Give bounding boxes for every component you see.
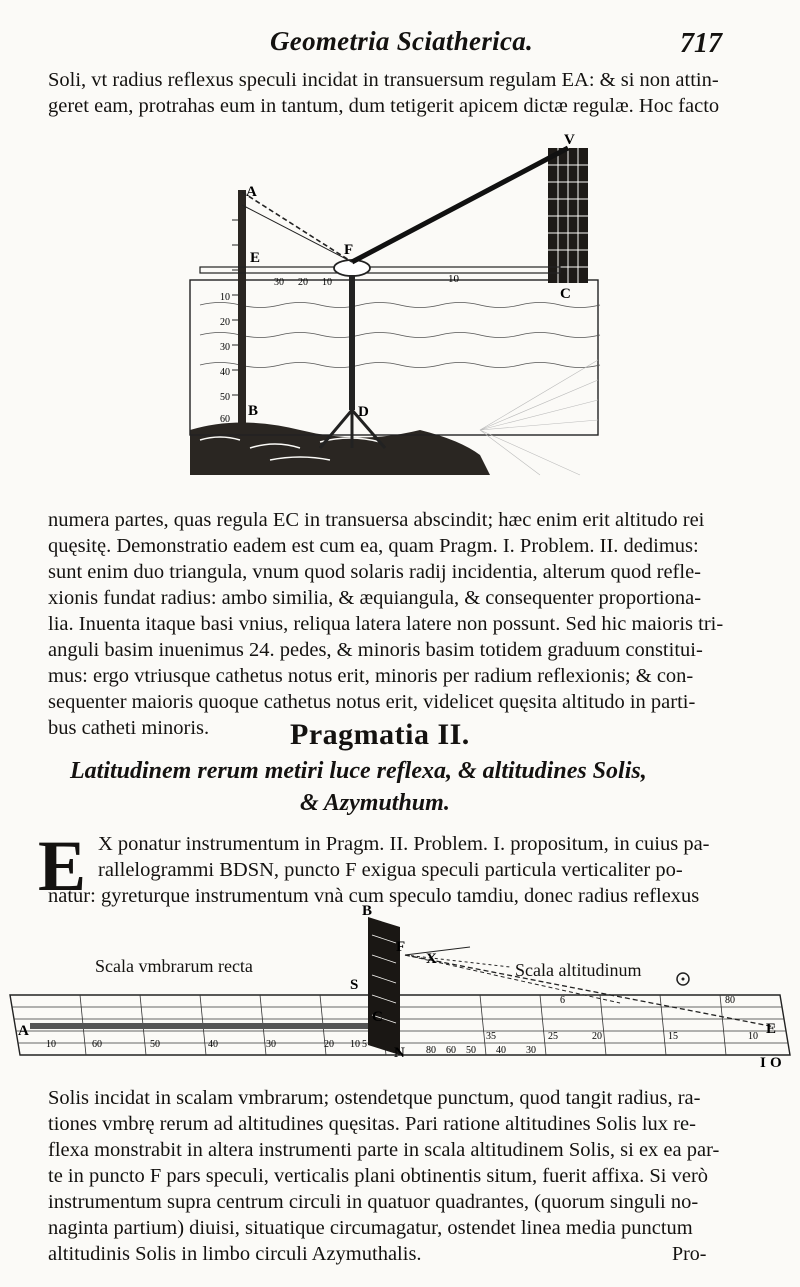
closing-line-2: tiones vmbrę rerum ad altitudines quęsitas. Pari ratione altitudines Solis lux re- <box>48 1113 696 1135</box>
perspective-lines <box>480 360 598 475</box>
staff-number-30: 30 <box>220 342 230 353</box>
para2-line-3: natur: gyreturque instrumentum vnà cum speculo tamdiu, donec radius reflexus <box>48 885 700 907</box>
figure-scale-instrument <box>0 905 800 1075</box>
staff-number-10: 10 <box>220 292 230 303</box>
label-D: D <box>358 404 369 420</box>
right-scale-60: 60 <box>446 1045 456 1056</box>
mirror <box>334 260 370 276</box>
section-heading: Pragmatia II. <box>290 718 470 751</box>
label-X: X <box>426 951 437 967</box>
body-line-9: bus catheti minoris. <box>48 717 210 739</box>
para2-line-1: X ponatur instrumentum in Pragm. II. Problem. I. propositum, in cuius pa- <box>98 833 710 855</box>
staff-number-60: 60 <box>220 414 230 425</box>
left-scale-30: 30 <box>266 1039 276 1050</box>
label-O: O <box>770 1055 782 1071</box>
ground-mound <box>190 423 490 476</box>
water-waves <box>200 303 600 368</box>
sun-center-dot <box>682 978 685 981</box>
label-A: A <box>246 184 257 200</box>
ray-X <box>405 955 510 967</box>
para2-line-2: rallelogrammi BDSN, puncto F exigua speculi particula verticaliter po- <box>98 859 683 881</box>
staff-ticks <box>232 220 238 395</box>
left-scale-50: 50 <box>150 1039 160 1050</box>
label-F: F <box>344 242 354 258</box>
page-header <box>270 22 770 62</box>
staff-number-20: 20 <box>220 317 230 328</box>
mirror-post <box>349 275 355 410</box>
figure-mirror-measurement <box>180 130 610 485</box>
scale-label-left: Scala vmbrarum recta <box>95 956 253 976</box>
vertical-staff <box>238 190 246 430</box>
right-scale-20: 20 <box>592 1031 602 1042</box>
right-scale-top-80: 80 <box>725 995 735 1006</box>
left-shading-strip <box>30 1023 370 1029</box>
right-scale-80: 80 <box>426 1045 436 1056</box>
scale-label-right: Scala altitudinum <box>515 960 642 980</box>
rule-number-20: 20 <box>298 277 308 288</box>
ray-to-E <box>405 955 775 1027</box>
right-scale-15: 15 <box>668 1031 678 1042</box>
running-head: Geometria Sciatherica. <box>270 26 534 56</box>
right-scale-35: 35 <box>486 1031 496 1042</box>
left-scale-60: 60 <box>92 1039 102 1050</box>
label-E2: E <box>766 1021 777 1037</box>
body-line-4: xionis fundat radius: ambo similia, & æquiangula, & consequenter proportiona- <box>48 587 702 609</box>
right-scale-50: 50 <box>466 1045 476 1056</box>
body-line-8: sequenter maioris quoque cathetus notus erit, videlicet quęsita altitudo in parti- <box>48 691 696 713</box>
closing-line-5: instrumentum supra centrum circuli in quatuor quadrantes, (quorum singuli no- <box>48 1191 699 1213</box>
section-subheading-1: Latitudinem rerum metiri luce reflexa, & altitudines Solis, <box>70 758 647 784</box>
right-scale-top-6: 6 <box>560 995 565 1006</box>
closing-line-4: te in puncto F pars speculi, verticalis plani obtinentis situm, fuerit affixa. Si verò <box>48 1165 709 1187</box>
intro-line-1: Soli, vt radius reflexus speculi incidat in transuersum regulam EA: & si non attin- <box>48 69 719 91</box>
body-line-6: anguli basim inuenimus 24. pedes, & minoris basim totidem graduum constitui- <box>48 639 703 661</box>
left-scale-5: 5 <box>362 1039 367 1050</box>
closing-line-1: Solis incidat in scalam vmbrarum; ostendetque punctum, quod tangit radius, ra- <box>48 1087 701 1109</box>
catchword: Pro- <box>672 1243 707 1265</box>
intro-line-2: geret eam, protrahas eum in tantum, dum tetigerit apicem dictæ regulæ. Hoc facto <box>48 95 720 117</box>
left-scale-20: 20 <box>324 1039 334 1050</box>
rule-number-30: 30 <box>274 277 284 288</box>
label-S: S <box>350 977 359 993</box>
left-scale-10b: 10 <box>350 1039 360 1050</box>
right-scale-10: 10 <box>748 1031 758 1042</box>
right-scale-40: 40 <box>496 1045 506 1056</box>
closing-line-3: flexa monstrabit in altera instrumenti parte in scala altitudinem Solis, si ex ea par- <box>48 1139 720 1161</box>
right-scale-25: 25 <box>548 1031 558 1042</box>
ray-short <box>405 947 470 955</box>
body-line-7: mus: ergo vtriusque cathetus notus erit, minoris per radium reflexionis; & con- <box>48 665 694 687</box>
label-V: V <box>564 132 575 148</box>
label-F2: F <box>396 939 406 955</box>
page-number: 717 <box>680 28 722 59</box>
body-line-3: sunt enim duo triangula, vnum quod solaris radij incidentia, alterum quod refle- <box>48 561 701 583</box>
label-A2: A <box>18 1023 29 1039</box>
closing-line-7: altitudinis Solis in limbo circuli Azymuthalis. <box>48 1243 422 1265</box>
label-B: B <box>248 403 259 419</box>
body-line-1: numera partes, quas regula EC in transuersa abscindit; hæc enim erit altitudo rei <box>48 509 705 531</box>
reflected-ray <box>352 148 568 262</box>
left-scale-40: 40 <box>208 1039 218 1050</box>
body-line-5: lia. Inuenta itaque basi vnius, reliqua latera latere non possunt. Sed hic maioris tri- <box>48 613 724 635</box>
label-C2: C <box>372 1009 383 1025</box>
body-line-2: quęsitę. Demonstratio eadem est cum ea, quam Pragm. I. Problem. II. dedimus: <box>48 535 699 557</box>
drop-cap: E <box>38 826 87 906</box>
label-I: I <box>760 1055 766 1071</box>
horizontal-rule <box>200 267 560 273</box>
left-scale-10: 10 <box>46 1039 56 1050</box>
staff-number-50: 50 <box>220 392 230 403</box>
closing-line-6: naginta partium) diuisi, situatique circumagatur, ostendet linea media punctum <box>48 1217 693 1239</box>
label-C: C <box>560 286 571 302</box>
label-E: E <box>250 250 261 266</box>
section-subheading-2: & Azymuthum. <box>300 790 450 816</box>
label-N: N <box>394 1045 405 1061</box>
rule-number-10: 10 <box>322 277 332 288</box>
label-B2: B <box>362 905 373 919</box>
staff-number-40: 40 <box>220 367 230 378</box>
right-scale-30: 30 <box>526 1045 536 1056</box>
ray-number-10: 10 <box>448 273 459 285</box>
mirror-board <box>368 917 400 1055</box>
ray-to-scale <box>405 955 620 1003</box>
